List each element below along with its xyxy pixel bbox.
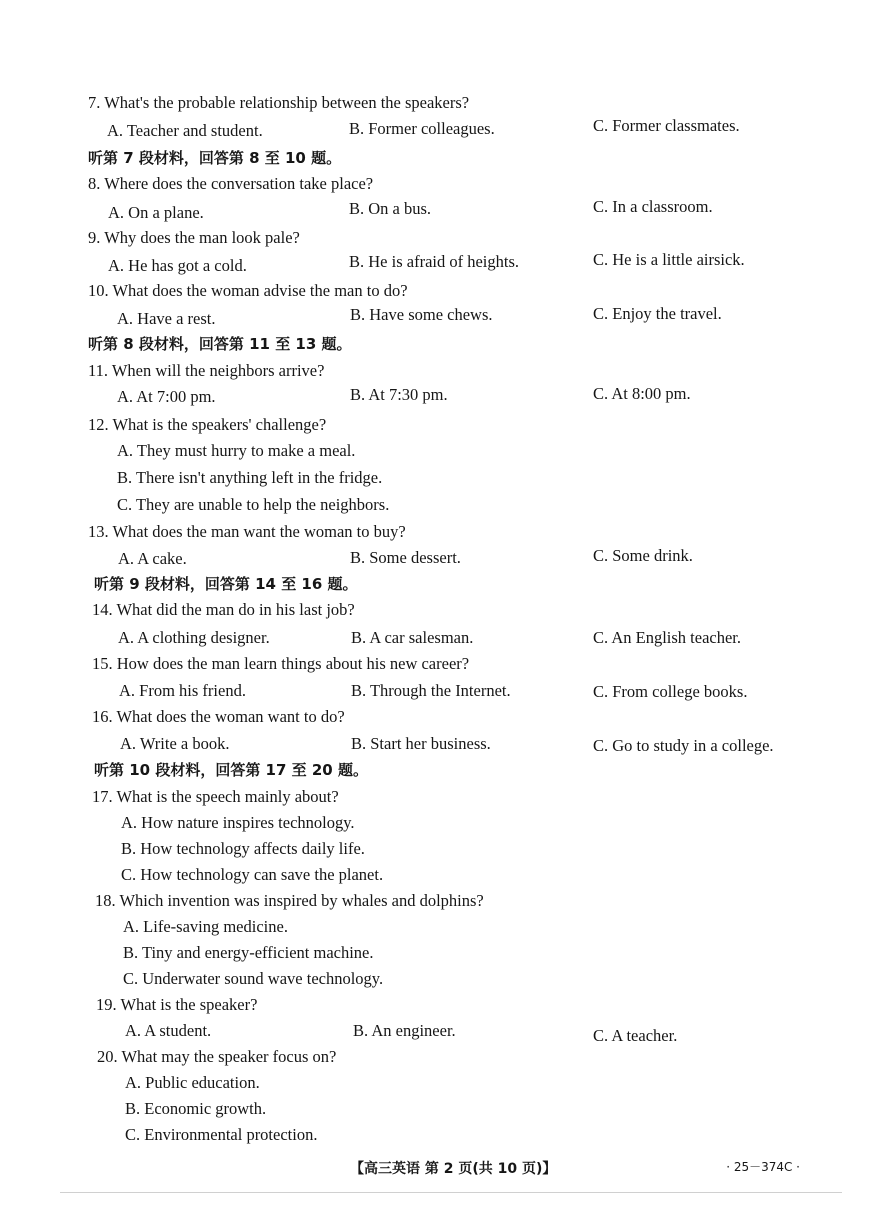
question-8-option-c: C. In a classroom.: [593, 197, 713, 216]
question-17-option-a: A. How nature inspires technology.: [121, 813, 355, 832]
page-number-label: 【高三英语 第 2 页(共 10 页)】: [350, 1161, 557, 1177]
question-15-option-a: A. From his friend.: [119, 681, 246, 700]
question-10-stem: 10. What does the woman advise the man to do?: [88, 281, 408, 300]
question-20-option-b: B. Economic growth.: [125, 1099, 267, 1118]
question-19-option-b: B. An engineer.: [353, 1021, 456, 1040]
question-12-stem: 12. What is the speakers' challenge?: [88, 415, 327, 434]
question-15-option-b: B. Through the Internet.: [351, 681, 511, 700]
question-18-option-a: A. Life-saving medicine.: [123, 917, 288, 936]
question-10-option-b: B. Have some chews.: [350, 305, 493, 324]
question-17-option-c: C. How technology can save the planet.: [121, 865, 384, 884]
question-13-option-a: A. A cake.: [118, 549, 187, 568]
question-17-option-b: B. How technology affects daily life.: [121, 839, 365, 858]
question-12-option-a: A. They must hurry to make a meal.: [117, 441, 356, 460]
question-13-option-c: C. Some drink.: [593, 546, 693, 565]
question-9-option-a: A. He has got a cold.: [108, 256, 247, 275]
question-11-option-b: B. At 7:30 pm.: [350, 385, 448, 404]
question-15-option-c: C. From college books.: [593, 682, 748, 701]
question-12-option-c: C. They are unable to help the neighbors.: [117, 495, 390, 514]
question-9-stem: 9. Why does the man look pale?: [88, 228, 300, 247]
question-15-stem: 15. How does the man learn things about his new career?: [92, 654, 470, 673]
question-7-stem: 7. What's the probable relationship between the speakers?: [88, 93, 470, 112]
question-14-option-a: A. A clothing designer.: [118, 628, 270, 647]
question-11-option-a: A. At 7:00 pm.: [117, 387, 216, 406]
question-14-stem: 14. What did the man do in his last job?: [92, 600, 355, 619]
question-7-option-c: C. Former classmates.: [593, 116, 740, 135]
question-12-option-b: B. There isn't anything left in the fridge.: [117, 468, 383, 487]
question-14-option-c: C. An English teacher.: [593, 628, 742, 647]
question-18-stem: 18. Which invention was inspired by whales and dolphins?: [95, 891, 484, 910]
question-13-option-b: B. Some dessert.: [350, 548, 461, 567]
section-heading-8: 听第 8 段材料，回答第 11 至 13 题。: [88, 335, 352, 353]
question-18-option-c: C. Underwater sound wave technology.: [123, 969, 384, 988]
question-8-option-b: B. On a bus.: [349, 199, 432, 218]
question-20-option-c: C. Environmental protection.: [125, 1125, 318, 1144]
question-16-option-a: A. Write a book.: [120, 734, 230, 753]
exam-code: · 25－374C ·: [726, 1160, 800, 1174]
question-20-option-a: A. Public education.: [125, 1073, 260, 1092]
question-19-option-a: A. A student.: [125, 1021, 212, 1040]
question-8-option-a: A. On a plane.: [108, 203, 204, 222]
question-11-stem: 11. When will the neighbors arrive?: [88, 361, 325, 380]
question-9-option-b: B. He is afraid of heights.: [349, 252, 520, 271]
question-16-option-c: C. Go to study in a college.: [593, 736, 774, 755]
section-heading-7: 听第 7 段材料，回答第 8 至 10 题。: [88, 149, 342, 167]
section-heading-9: 听第 9 段材料，回答第 14 至 16 题。: [94, 575, 358, 593]
question-13-stem: 13. What does the man want the woman to buy?: [88, 522, 406, 541]
question-14-option-b: B. A car salesman.: [351, 628, 474, 647]
question-20-stem: 20. What may the speaker focus on?: [97, 1047, 337, 1066]
section-heading-10: 听第 10 段材料，回答第 17 至 20 题。: [94, 761, 368, 779]
question-17-stem: 17. What is the speech mainly about?: [92, 787, 339, 806]
question-10-option-c: C. Enjoy the travel.: [593, 304, 722, 323]
question-19-stem: 19. What is the speaker?: [96, 995, 258, 1014]
question-16-stem: 16. What does the woman want to do?: [92, 707, 345, 726]
footer-divider: [60, 1192, 842, 1193]
question-11-option-c: C. At 8:00 pm.: [593, 384, 691, 403]
question-19-option-c: C. A teacher.: [593, 1026, 678, 1045]
question-18-option-b: B. Tiny and energy-efficient machine.: [123, 943, 374, 962]
question-16-option-b: B. Start her business.: [351, 734, 491, 753]
question-7-option-b: B. Former colleagues.: [349, 119, 495, 138]
question-9-option-c: C. He is a little airsick.: [593, 250, 745, 269]
question-7-option-a: A. Teacher and student.: [107, 121, 263, 140]
question-8-stem: 8. Where does the conversation take place?: [88, 174, 374, 193]
question-10-option-a: A. Have a rest.: [117, 309, 216, 328]
